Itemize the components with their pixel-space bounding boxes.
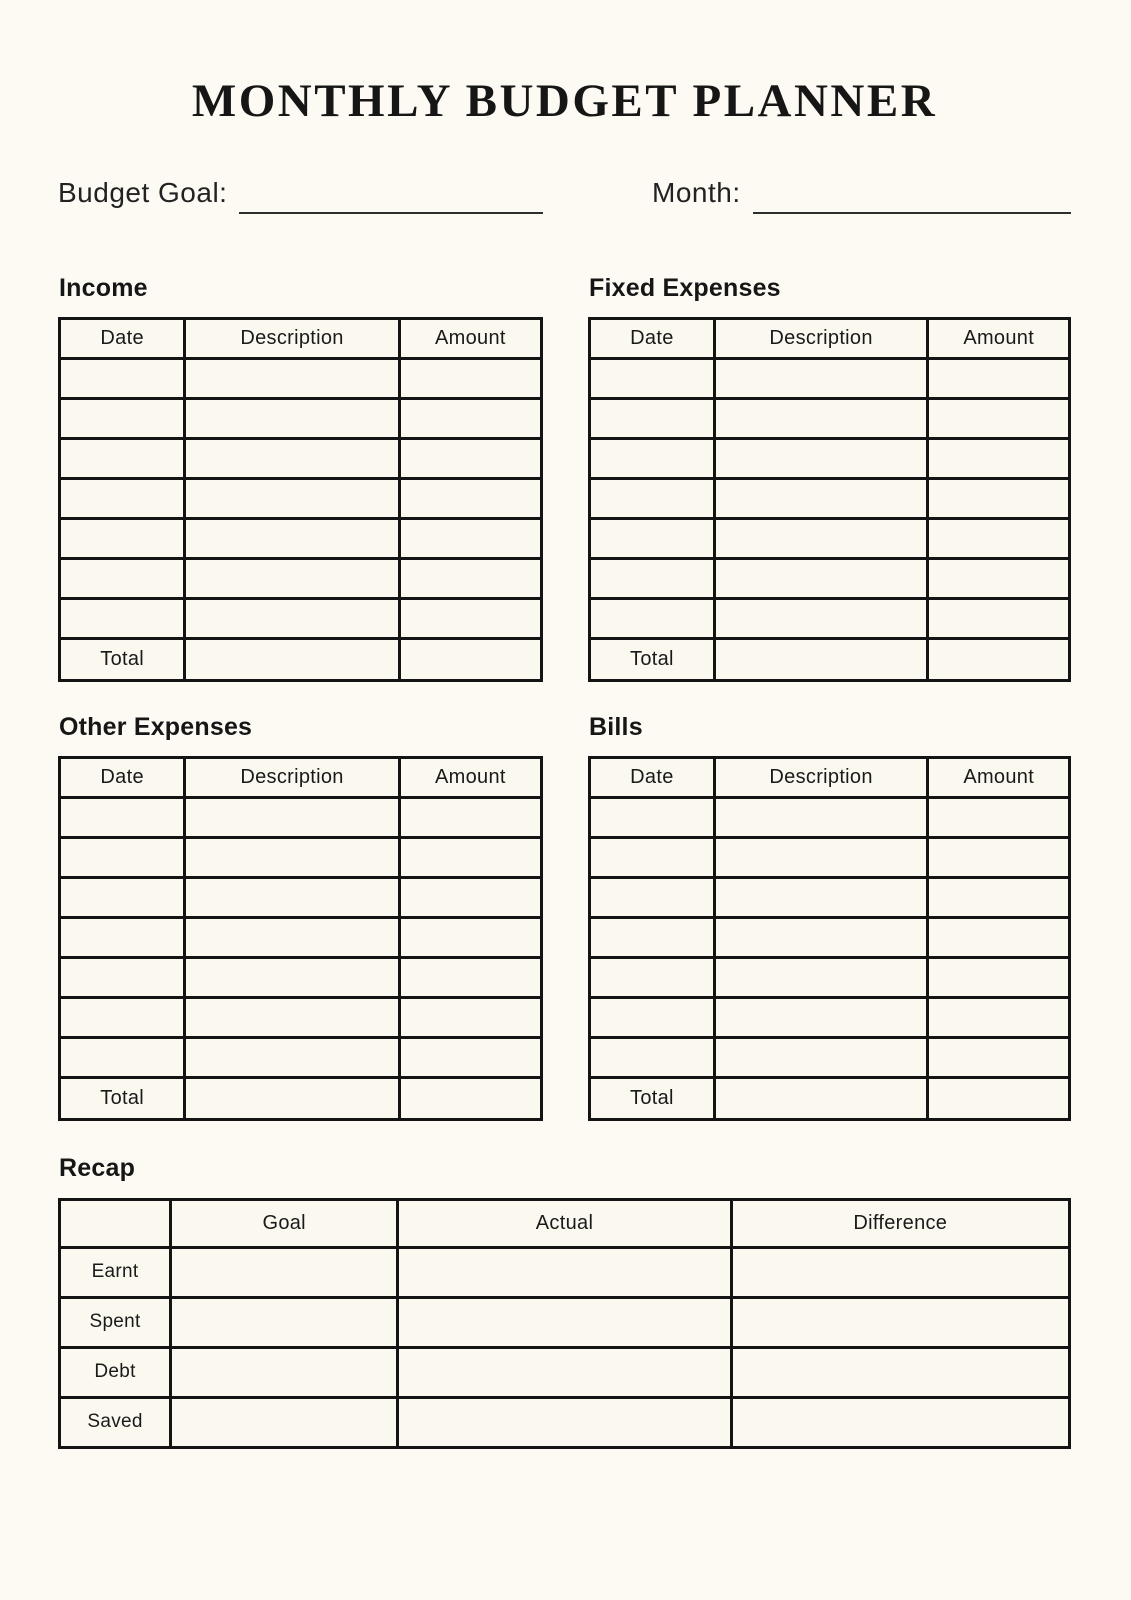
total-label: Total [590, 639, 715, 681]
empty-row [60, 918, 542, 958]
total-label: Total [60, 1078, 185, 1120]
empty-row [590, 958, 1070, 998]
total-amount-cell [399, 639, 541, 681]
empty-cell [185, 878, 399, 918]
budget-goal-field [58, 178, 543, 209]
empty-cell [60, 439, 185, 479]
empty-cell [928, 399, 1070, 439]
empty-cell [60, 599, 185, 639]
total-row [590, 1078, 1070, 1120]
empty-cell [399, 878, 541, 918]
empty-cell [185, 958, 399, 998]
empty-cell [399, 399, 541, 439]
empty-row [60, 798, 542, 838]
empty-cell [60, 958, 185, 998]
empty-cell [185, 439, 399, 479]
debt-difference-cell [731, 1347, 1069, 1397]
bills-table [588, 756, 1071, 1121]
empty-cell [590, 359, 715, 399]
date-column-header: Date [60, 758, 185, 798]
empty-cell [928, 998, 1070, 1038]
empty-row [60, 958, 542, 998]
empty-cell [714, 998, 928, 1038]
month-field [588, 178, 1071, 209]
empty-row [60, 838, 542, 878]
page-title: MONTHLY BUDGET PLANNER [191, 75, 938, 127]
empty-cell [928, 359, 1070, 399]
empty-cell [590, 838, 715, 878]
empty-cell [714, 958, 928, 998]
saved-row-label: Saved [60, 1397, 171, 1447]
earnt-actual-cell [398, 1247, 731, 1297]
debt-goal-cell [171, 1347, 398, 1397]
empty-cell [928, 1038, 1070, 1078]
empty-cell [928, 878, 1070, 918]
empty-cell [60, 399, 185, 439]
recap-row-spent [60, 1297, 1070, 1347]
empty-row [60, 399, 542, 439]
date-column-header: Date [60, 319, 185, 359]
empty-cell [185, 559, 399, 599]
empty-cell [60, 1038, 185, 1078]
table-header-row [590, 319, 1070, 359]
tables-grid [58, 273, 1071, 1122]
empty-cell [185, 998, 399, 1038]
spent-row-label: Spent [60, 1297, 171, 1347]
empty-row [590, 998, 1070, 1038]
empty-cell [714, 798, 928, 838]
empty-row [60, 599, 542, 639]
empty-cell [399, 838, 541, 878]
empty-cell [185, 599, 399, 639]
empty-cell [185, 519, 399, 559]
empty-cell [185, 359, 399, 399]
empty-cell [60, 998, 185, 1038]
budget-goal-write-line [239, 212, 543, 214]
description-column-header: Description [714, 319, 928, 359]
empty-row [60, 439, 542, 479]
empty-cell [590, 798, 715, 838]
recap-heading: Recap [59, 1154, 136, 1183]
empty-cell [928, 439, 1070, 479]
empty-row [590, 479, 1070, 519]
amount-column-header: Amount [928, 758, 1070, 798]
empty-cell [60, 798, 185, 838]
empty-cell [928, 798, 1070, 838]
amount-column-header: Amount [399, 319, 541, 359]
total-description-cell [714, 1078, 928, 1120]
empty-row [60, 479, 542, 519]
total-amount-cell [928, 1078, 1070, 1120]
empty-row [590, 439, 1070, 479]
empty-cell [185, 798, 399, 838]
empty-row [590, 798, 1070, 838]
recap-header-row [60, 1199, 1070, 1247]
empty-row [60, 878, 542, 918]
empty-cell [399, 958, 541, 998]
description-column-header: Description [185, 758, 399, 798]
empty-row [60, 359, 542, 399]
empty-row [590, 918, 1070, 958]
description-column-header: Description [714, 758, 928, 798]
income-table [58, 317, 543, 682]
empty-cell [928, 559, 1070, 599]
empty-cell [714, 439, 928, 479]
empty-cell [714, 918, 928, 958]
recap-row-earnt [60, 1247, 1070, 1297]
empty-cell [590, 399, 715, 439]
empty-row [60, 1038, 542, 1078]
empty-cell [928, 838, 1070, 878]
month-write-line [753, 212, 1071, 214]
total-description-cell [185, 1078, 399, 1120]
empty-row [60, 519, 542, 559]
empty-cell [928, 918, 1070, 958]
saved-difference-cell [731, 1397, 1069, 1447]
goal-column-header: Goal [171, 1199, 398, 1247]
total-amount-cell [928, 639, 1070, 681]
empty-cell [399, 479, 541, 519]
table-header-row [60, 319, 542, 359]
recap-row-saved [60, 1397, 1070, 1447]
header-fields [58, 178, 1071, 209]
recap-section [58, 1153, 1071, 1448]
empty-cell [185, 1038, 399, 1078]
other-expenses-heading: Other Expenses [59, 713, 253, 742]
empty-cell [714, 399, 928, 439]
recap-corner-cell [60, 1199, 171, 1247]
amount-column-header: Amount [399, 758, 541, 798]
empty-cell [60, 559, 185, 599]
empty-cell [928, 519, 1070, 559]
empty-cell [714, 359, 928, 399]
bills-section [588, 712, 1071, 1121]
total-row [60, 639, 542, 681]
total-label: Total [60, 639, 185, 681]
income-heading: Income [59, 273, 148, 302]
actual-column-header: Actual [398, 1199, 731, 1247]
amount-column-header: Amount [928, 319, 1070, 359]
empty-cell [185, 838, 399, 878]
empty-row [590, 838, 1070, 878]
empty-cell [714, 1038, 928, 1078]
saved-actual-cell [398, 1397, 731, 1447]
empty-cell [60, 838, 185, 878]
earnt-goal-cell [171, 1247, 398, 1297]
table-header-row [590, 758, 1070, 798]
date-column-header: Date [590, 758, 715, 798]
empty-cell [399, 918, 541, 958]
empty-row [590, 1038, 1070, 1078]
empty-row [590, 399, 1070, 439]
total-row [590, 639, 1070, 681]
empty-cell [185, 399, 399, 439]
empty-cell [928, 479, 1070, 519]
empty-cell [590, 519, 715, 559]
empty-row [590, 878, 1070, 918]
empty-cell [590, 439, 715, 479]
empty-cell [590, 998, 715, 1038]
date-column-header: Date [590, 319, 715, 359]
empty-cell [714, 599, 928, 639]
empty-row [590, 359, 1070, 399]
spent-goal-cell [171, 1297, 398, 1347]
total-description-cell [185, 639, 399, 681]
empty-cell [590, 559, 715, 599]
empty-cell [928, 958, 1070, 998]
empty-cell [928, 599, 1070, 639]
earnt-row-label: Earnt [60, 1247, 171, 1297]
earnt-difference-cell [731, 1247, 1069, 1297]
empty-cell [399, 439, 541, 479]
fixed-expenses-section [588, 273, 1071, 682]
empty-cell [590, 918, 715, 958]
bills-heading: Bills [589, 713, 643, 742]
empty-cell [60, 918, 185, 958]
empty-cell [185, 918, 399, 958]
empty-cell [590, 958, 715, 998]
empty-cell [714, 519, 928, 559]
empty-cell [399, 559, 541, 599]
empty-cell [399, 359, 541, 399]
empty-cell [399, 519, 541, 559]
total-label: Total [590, 1078, 715, 1120]
debt-actual-cell [398, 1347, 731, 1397]
total-description-cell [714, 639, 928, 681]
debt-row-label: Debt [60, 1347, 171, 1397]
empty-cell [60, 878, 185, 918]
empty-row [590, 519, 1070, 559]
empty-row [590, 599, 1070, 639]
empty-row [60, 559, 542, 599]
empty-cell [60, 359, 185, 399]
spent-actual-cell [398, 1297, 731, 1347]
empty-row [60, 998, 542, 1038]
recap-table [58, 1198, 1071, 1449]
empty-cell [60, 519, 185, 559]
month-label: Month: [652, 177, 741, 208]
fixed-expenses-heading: Fixed Expenses [589, 273, 781, 302]
other-expenses-section [58, 712, 543, 1121]
recap-row-debt [60, 1347, 1070, 1397]
difference-column-header: Difference [731, 1199, 1069, 1247]
total-row [60, 1078, 542, 1120]
empty-cell [399, 1038, 541, 1078]
empty-cell [714, 559, 928, 599]
empty-cell [590, 878, 715, 918]
total-amount-cell [399, 1078, 541, 1120]
empty-cell [590, 599, 715, 639]
budget-goal-label: Budget Goal: [58, 177, 228, 208]
empty-cell [399, 599, 541, 639]
empty-cell [714, 479, 928, 519]
description-column-header: Description [185, 319, 399, 359]
empty-row [590, 559, 1070, 599]
empty-cell [185, 479, 399, 519]
empty-cell [590, 479, 715, 519]
empty-cell [714, 838, 928, 878]
income-section [58, 273, 543, 682]
empty-cell [399, 798, 541, 838]
empty-cell [714, 878, 928, 918]
fixed-expenses-table [588, 317, 1071, 682]
table-header-row [60, 758, 542, 798]
spent-difference-cell [731, 1297, 1069, 1347]
empty-cell [399, 998, 541, 1038]
empty-cell [60, 479, 185, 519]
empty-cell [590, 1038, 715, 1078]
other-expenses-table [58, 756, 543, 1121]
saved-goal-cell [171, 1397, 398, 1447]
